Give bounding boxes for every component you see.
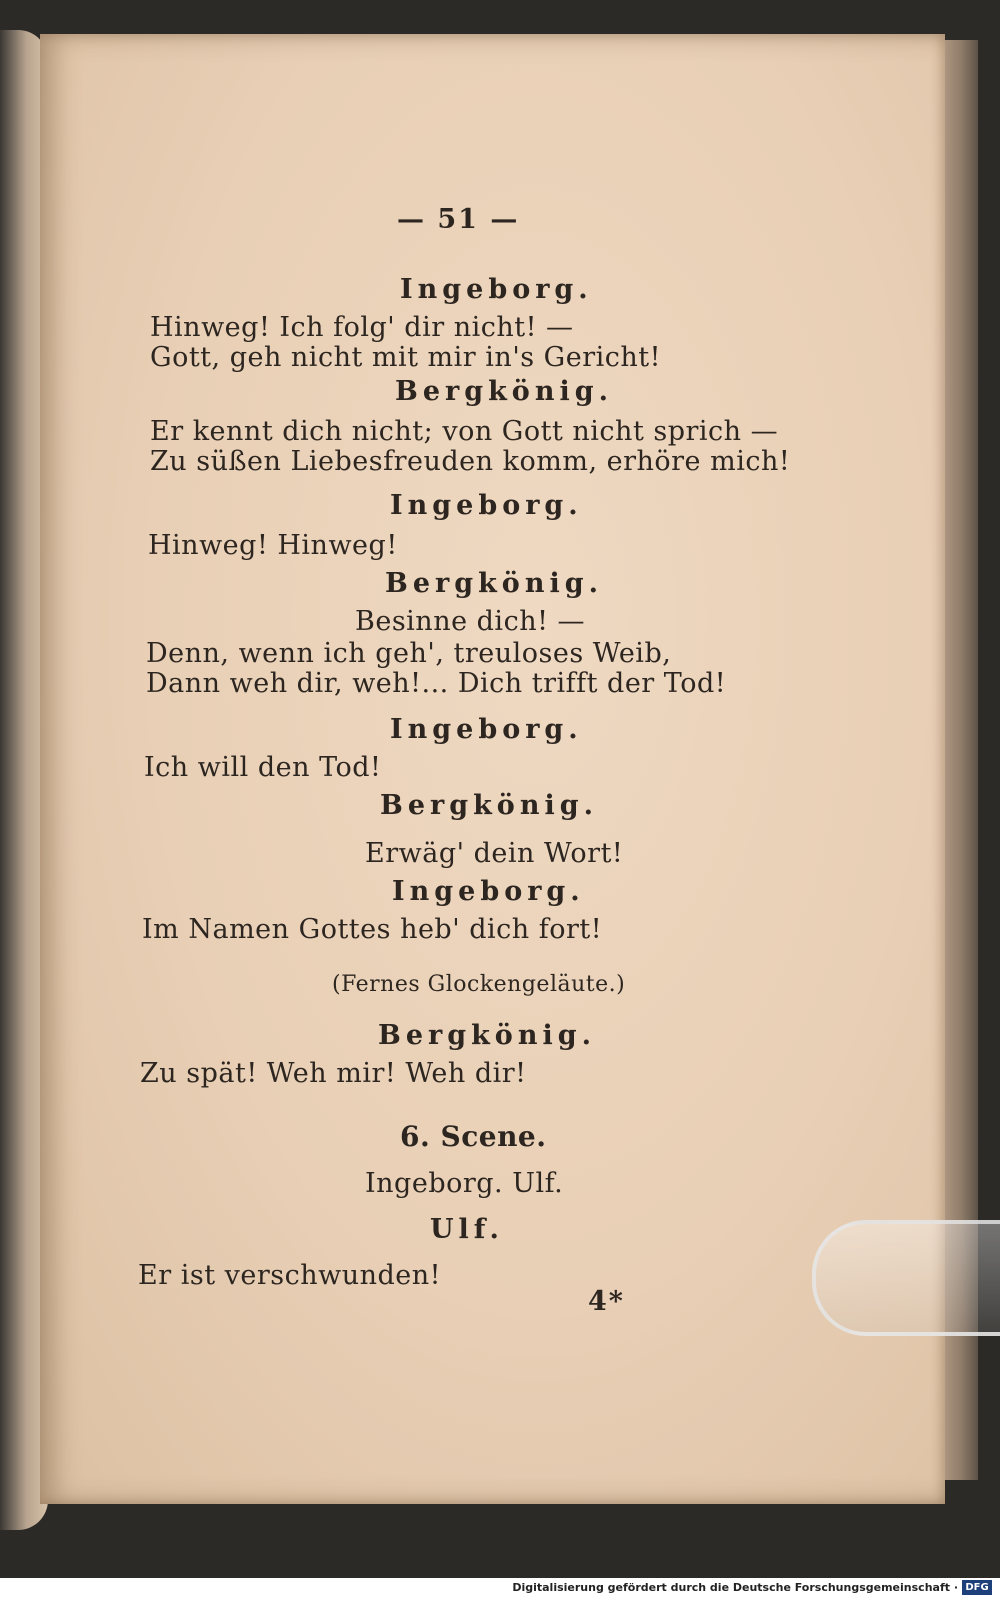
verse-line: Im Namen Gottes heb' dich fort! — [142, 914, 603, 945]
speaker-ingeborg: Ingeborg. — [390, 714, 583, 745]
funding-credit: Digitalisierung gefördert durch die Deutsche Forschungsgemeinschaft · — [512, 1581, 958, 1594]
speaker-bergkoenig: Bergkönig. — [380, 790, 598, 821]
scene-heading: 6. Scene. — [400, 1120, 547, 1153]
verse-line: Ich will den Tod! — [144, 752, 382, 783]
speaker-bergkoenig: Bergkönig. — [395, 376, 613, 407]
speaker-bergkoenig: Bergkönig. — [378, 1020, 596, 1051]
stage-direction: (Fernes Glockengeläute.) — [332, 972, 626, 997]
footer-bar — [0, 1578, 1000, 1599]
book-page — [40, 34, 945, 1504]
page-number: — 51 — — [397, 204, 520, 235]
scene-cast: Ingeborg. Ulf. — [365, 1168, 564, 1199]
speaker-ingeborg: Ingeborg. — [400, 274, 593, 305]
speaker-ingeborg: Ingeborg. — [390, 490, 583, 521]
verse-line: Erwäg' dein Wort! — [365, 838, 624, 869]
page-clip — [812, 1220, 1000, 1336]
verse-line: Hinweg! Hinweg! — [148, 530, 398, 561]
verse-line: Gott, geh nicht mit mir in's Gericht! — [150, 342, 661, 373]
dfg-logo: DFG — [962, 1580, 992, 1595]
speaker-bergkoenig: Bergkönig. — [385, 568, 603, 599]
verse-line: Zu süßen Liebesfreuden komm, erhöre mich! — [150, 446, 791, 477]
verse-line: Denn, wenn ich geh', treuloses Weib, — [146, 638, 672, 669]
speaker-ingeborg: Ingeborg. — [392, 876, 585, 907]
signature-mark: 4* — [588, 1286, 625, 1317]
verse-line: Besinne dich! — — [355, 606, 586, 637]
speaker-ulf: Ulf. — [430, 1214, 504, 1245]
verse-line: Hinweg! Ich folg' dir nicht! — — [150, 312, 574, 343]
verse-line: Dann weh dir, weh!... Dich trifft der Tod! — [146, 668, 727, 699]
verse-line: Er kennt dich nicht; von Gott nicht sprich — — [150, 416, 779, 447]
verse-line: Zu spät! Weh mir! Weh dir! — [140, 1058, 527, 1089]
verse-line: Er ist verschwunden! — [138, 1260, 442, 1291]
